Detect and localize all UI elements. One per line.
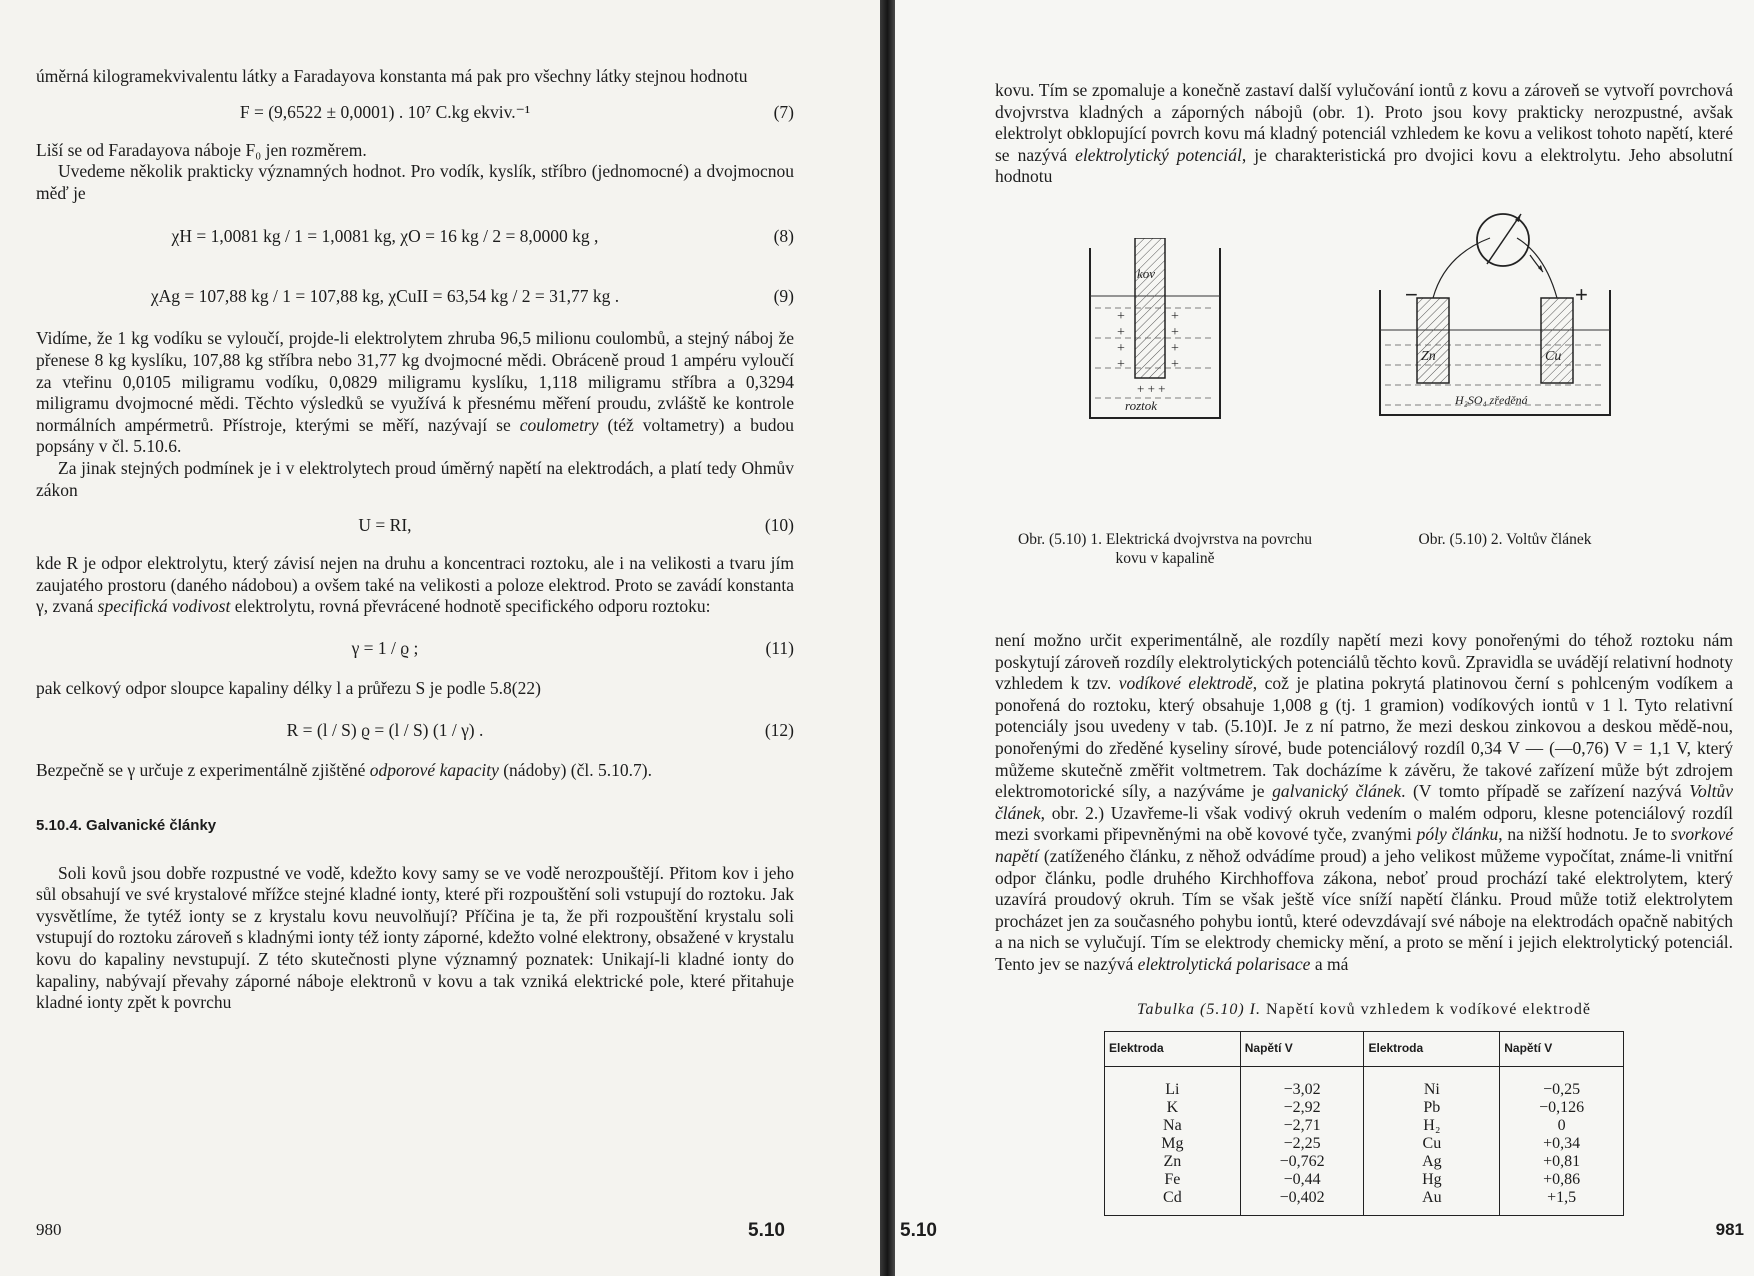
figure-label-minus: −: [1405, 281, 1418, 307]
paragraph: [995, 80, 1733, 188]
equation-number: (12): [764, 719, 794, 740]
equation-12: [36, 704, 794, 756]
figure-label-kov: kov: [1137, 265, 1156, 281]
equation-number: (10): [764, 515, 794, 536]
text-run: , je charakteristická pro dvojici kovu a elektrolytu. Jeho absolutní hodnotu: [995, 144, 1733, 187]
electrode-potential-table: [1104, 1031, 1624, 1216]
text-run: . (V tomto případě se zařízení nazývá: [1401, 781, 1690, 802]
table-cell: Cu: [1364, 1135, 1500, 1153]
table-cell: −0,25: [1500, 1066, 1624, 1099]
text-run: (zatíženého článku, z něhož odvádíme proud) a jeho velikost můžeme vypočítat, známe-li vnitřní odpor článku, podle druhého Kirchhoffova zákona, neboť proud prochází také elektrolytem, který uzavírá proudový okruh. Tím se však ještě více sníží napětí článku. Proud může totiž elektrolytem procházet jen za současného pohybu iontů, které odevzdávají své náboje na elektrodách opačně nabitých a na nich se vylučují. Tím se elektrody chemicky mění, a proto se mění i jejich elektrolytický potenciál. Tento jev se nazývá: [995, 845, 1733, 974]
equation-formula: χH = 1,0081 kg / 1 = 1,0081 kg, χO = 16 kg / 2 = 8,0000 kg ,: [171, 226, 599, 247]
table-cell: −2,25: [1240, 1135, 1364, 1153]
table-caption: [995, 999, 1733, 1021]
svg-text:+: +: [1171, 340, 1179, 356]
paragraph: [36, 328, 794, 458]
italic-term: svorkové napětí: [995, 824, 1733, 866]
text-run: kovu. Tím se zpomaluje a konečně zastaví další vylučování iontů z kovu a zároveň se vytvoří povrchová dvojvrstva kladných a záporných nábojů (obr. 1). Proto jsou kovy prakticky nerozpustné, avšak elektrolyt obklopující povrch kovu má kladný potenciál vzhledem ke kovu a velikost tohoto napětí, které se nazývá: [995, 80, 1733, 165]
figure-1-caption: Obr. (5.10) 1. Elektrická dvojvrstva na povrchu kovu v kapalině: [1018, 530, 1312, 567]
italic-term: odporové kapacity: [369, 759, 499, 780]
table-row: [1105, 1171, 1624, 1189]
svg-text:+: +: [1117, 308, 1125, 324]
book-gutter: [880, 0, 895, 1276]
table-cell: Pb: [1364, 1099, 1500, 1117]
text-run: (též voltametry) a budou popsány v čl. 5.10.6.: [36, 414, 794, 457]
figure-label-plus: +: [1575, 281, 1588, 307]
italic-term: vodíkové elektrodě: [1118, 673, 1253, 694]
section-number: 5.10: [748, 1220, 785, 1241]
equation-number: (7): [773, 101, 794, 122]
text-run: , což je platina pokrytá platinovou černí s pohlceným vodíkem a ponořená do roztoku, který obsahuje 1,008 g (tj. 1 gramion) vodíkových iontů v 1 l. Tyto relativní potenciály jsou uvedeny v tab. (5.10)I. Je z ní patrno, že mezi deskou zinkovou a deskou mědě-nou, ponořenými do zředěné kyseliny sírové, bude potenciálový rozdíl 0,34 V — (—0,76) V = 1,1 V, který můžeme skutečně změřit voltmetrem. Tak docházíme k závěru, že takové zařízení může být zdrojem elektromotorické síly, a nazýváme je: [995, 673, 1733, 802]
equation-formula: F = (9,6522 ± 0,0001) . 10⁷ C.kg ekviv.⁻¹: [239, 101, 531, 122]
svg-text:+: +: [1171, 356, 1179, 372]
paragraph: Uvedeme několik prakticky významných hodnot. Pro vodík, kyslík, stříbro (jednomocné) a dvojmocnou měď je: [36, 161, 794, 203]
table-header-cell: Napětí V: [1240, 1032, 1364, 1067]
table-cell: −0,44: [1240, 1171, 1364, 1189]
figures-row: [995, 210, 1733, 630]
table-cell: Mg: [1105, 1135, 1241, 1153]
svg-text:+: +: [1171, 324, 1179, 340]
italic-term: coulometry: [519, 414, 599, 435]
table-cell: Zn: [1105, 1153, 1241, 1171]
italic-term: póly článku: [1416, 824, 1499, 845]
text-run: není možno určit experimentálně, ale rozdíly napětí mezi kovy ponořenými do téhož roztoku nám poskytují zároveň rozdíly elektrolytických potenciálů těchto kovů. Zpravidla se uvádějí relativní hodnoty vzhledem k tzv.: [995, 629, 1733, 694]
equation-formula: χAg = 107,88 kg / 1 = 107,88 kg, χCuII = 63,54 kg / 2 = 31,77 kg .: [150, 286, 620, 307]
equation-8: [36, 208, 794, 264]
page-number: 981: [1715, 1220, 1744, 1239]
paragraph: [995, 630, 1733, 976]
equation-formula: U = RI,: [358, 515, 412, 536]
table-cell: −2,92: [1240, 1099, 1364, 1117]
paragraph: Soli kovů jsou dobře rozpustné ve vodě, kdežto kovy samy se ve vodě nerozpouštějí. Přitom kov i jeho sůl obsahují ve své krystalové mřížce stejné kladné ionty, které při rozpouštění soli vstupují do roztoku. Jak vysvětlíme, že tytéž ionty se z krystalu kovu neuvolňují? Příčina je ta, že při rozpouštění krystalu soli vstupují do roztoku zároveň s kladnými ionty též ionty záporné, kdežto volné elektrony, obsažené v krystalu kovu do kapaliny nevstupují. Z této skutečnosti plyne významný poznatek: Unikají-li kladné ionty do kapaliny, nabývají převahy záporné náboje elektronů v kovu a tak vzniká elektrické pole, které přitahuje kladné ionty zpět k povrchu: [36, 862, 794, 1013]
table-cell: +0,81: [1500, 1153, 1624, 1171]
figure-label-zn: Zn: [1421, 348, 1436, 364]
italic-term: elektrolytický potenciál: [1075, 144, 1242, 165]
equation-formula: R = (l / S) ϱ = (l / S) (1 / γ) .: [286, 719, 484, 740]
table-cell: Fe: [1105, 1171, 1241, 1189]
equation-number: (8): [773, 226, 794, 247]
text-run: Bezpečně se γ určuje z experimentálně zjištěné: [36, 759, 370, 780]
table-header-cell: Elektroda: [1105, 1032, 1241, 1067]
paragraph: pak celkový odpor sloupce kapaliny délky l a průřezu S je podle 5.8(22): [36, 677, 541, 698]
table-cell: Na: [1105, 1117, 1241, 1135]
table-cell: Au: [1364, 1189, 1500, 1216]
svg-text:+: +: [1171, 308, 1179, 324]
table-row: [1105, 1066, 1624, 1099]
table-caption-number: Tabulka (5.10) I.: [1137, 1001, 1262, 1019]
svg-text:+: +: [1117, 324, 1125, 340]
table-cell: Ni: [1364, 1066, 1500, 1099]
italic-term: elektrolytická polarisace: [1137, 953, 1311, 974]
equation-formula: γ = 1 / ϱ ;: [351, 637, 419, 658]
paragraph: Liší se od Faradayova náboje F₀ jen rozměrem.: [36, 139, 367, 160]
table-cell: Cd: [1105, 1189, 1241, 1216]
table-cell: +1,5: [1500, 1189, 1624, 1216]
table-cell: −3,02: [1240, 1066, 1364, 1099]
text-run: kde R je odpor elektrolytu, který závisí nejen na druhu a koncentraci roztoku, ale i na velikosti a tvaru jím zaujatého prostoru (daného nádobou) a ovšem také na velikosti a poloze elektrod. Proto se zavádí konstanta γ, zvaná: [36, 553, 794, 617]
section-heading: 5.10.4. Galvanické články: [36, 817, 217, 835]
table-row: [1105, 1189, 1624, 1216]
equation-9: [36, 268, 794, 324]
text-run: , obr. 2.) Uzavřeme-li však vodivý okruh vedením o malém odporu, klesne potenciálový rozdíl mezi svorkami připevněnými na obě kovové tyče, zvanými: [995, 802, 1733, 845]
svg-text:+: +: [1117, 356, 1125, 372]
text-run: (nádoby) (čl. 5.10.7).: [498, 759, 652, 780]
paragraph: Za jinak stejných podmínek je i v elektrolytech proud úměrný napětí na elektrodách, a platí tedy Ohmův zákon: [36, 457, 794, 500]
table-cell: −0,762: [1240, 1153, 1364, 1171]
table-row: [1105, 1099, 1624, 1117]
paragraph: úměrná kilogramekvivalentu látky a Faradayova konstanta má pak pro všechny látky stejnou hodnotu: [36, 66, 748, 86]
table-cell: Li: [1105, 1066, 1241, 1099]
table-cell: H₂: [1364, 1117, 1500, 1135]
table-row: [1105, 1117, 1624, 1135]
table-caption-text: Napětí kovů vzhledem k vodíkové elektrodě: [1261, 1001, 1591, 1019]
italic-term: galvanický článek: [1272, 781, 1402, 802]
table-cell: −2,71: [1240, 1117, 1364, 1135]
table-header-cell: Napětí V: [1500, 1032, 1624, 1067]
table-cell: Ag: [1364, 1153, 1500, 1171]
italic-term: Voltův článek: [995, 781, 1733, 823]
figure-label-cu: Cu: [1545, 348, 1562, 364]
paragraph: [36, 553, 794, 618]
section-number: 5.10: [900, 1220, 937, 1241]
table-header-cell: Elektroda: [1364, 1032, 1500, 1067]
equation-11: [36, 622, 794, 674]
svg-text:+ + +: + + +: [1137, 380, 1166, 396]
table-cell: Hg: [1364, 1171, 1500, 1189]
figure-label-acid: H₂SO₄ zředěná: [1455, 392, 1528, 407]
figure-label-roztok: roztok: [1125, 397, 1158, 413]
table-cell: 0: [1500, 1117, 1624, 1135]
text-run: , na nižší hodnotu. Je to: [1498, 824, 1671, 845]
figure-volta-cell: [1375, 210, 1615, 420]
page-number: 980: [36, 1220, 62, 1239]
equation-number: (9): [773, 286, 794, 307]
text-run: a má: [1310, 953, 1349, 974]
equation-number: (11): [765, 637, 794, 658]
table-cell: −0,402: [1240, 1189, 1364, 1216]
right-text-column: [995, 80, 1733, 1216]
table-row: [1105, 1153, 1624, 1171]
equation-10: [36, 505, 794, 549]
text-run: Vidíme, že 1 kg vodíku se vyloučí, projde-li elektrolytem zhruba 96,5 milionu coulombů, a stejný náboj že přenese 8 kg kyslíku, 107,88 kg stříbra nebo 31,77 kg dvojmocné mědi. Obráceně proud 1 ampéru vyloučí za vteřinu 0,0105 miligramu vodíku, 0,0829 miligramu kyslíku, 1,118 miligramu stříbra a 0,3294 miligramu dvojmocné mědi. Těchto výsledků se využívá k přesnému měření proudu, zvláště ke kontrole normálních ampérmetrů. Přístroje, kterými se měří, nazývají se: [36, 328, 794, 435]
italic-term: specifická vodivost: [97, 596, 231, 617]
paragraph: [36, 760, 794, 782]
table-cell: K: [1105, 1099, 1241, 1117]
right-page: [895, 0, 1754, 1276]
figure-2-caption: Obr. (5.10) 2. Voltův článek: [1418, 530, 1592, 548]
table-cell: +0,86: [1500, 1171, 1624, 1189]
table-row: [1105, 1135, 1624, 1153]
figure-double-layer: [1085, 238, 1225, 428]
text-run: elektrolytu, rovná převrácené hodnotě specifického odporu roztoku:: [230, 596, 711, 617]
table-cell: −0,126: [1500, 1099, 1624, 1117]
svg-text:+: +: [1117, 340, 1125, 356]
equation-7: [36, 92, 794, 136]
left-text-column: [36, 66, 794, 1014]
table-cell: +0,34: [1500, 1135, 1624, 1153]
table-header-row: [1105, 1032, 1624, 1067]
